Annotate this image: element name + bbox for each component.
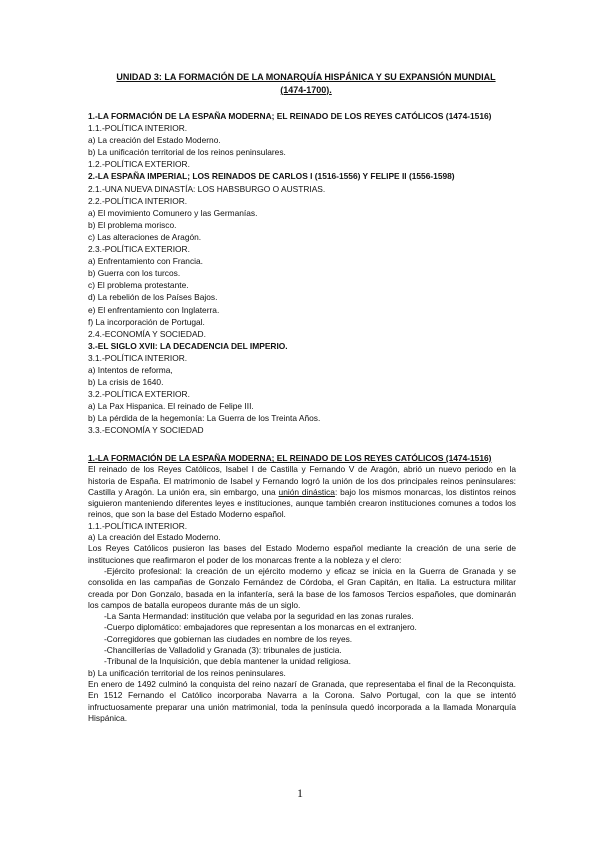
toc-item: 1.-LA FORMACIÓN DE LA ESPAÑA MODERNA; EL REINADO DE LOS REYES CATÓLICOS (1474-1516) <box>88 111 492 121</box>
toc-item: 3.2.-POLÍTICA EXTERIOR. <box>88 389 190 400</box>
toc-item: b) La pérdida de la hegemonía: La Guerra de los Treinta Años. <box>88 413 321 424</box>
list-item: -Chancillerías de Valladolid y Granada (3): tribunales de justicia. <box>104 645 342 656</box>
subsection-heading: 1.1.-POLÍTICA INTERIOR. <box>88 520 188 531</box>
toc-item: a) El movimiento Comunero y las Germanías. <box>88 207 258 218</box>
toc-item: c) El problema protestante. <box>88 280 189 291</box>
toc-item: b) El problema morisco. <box>88 219 177 230</box>
document-title <box>100 71 512 96</box>
toc-item: a) Intentos de reforma, <box>88 364 173 375</box>
toc-item: 2.2.-POLÍTICA INTERIOR. <box>88 195 188 206</box>
toc-item: a) La Pax Hispanica. El reinado de Felipe III. <box>88 401 254 412</box>
toc-item: 1.1.-POLÍTICA INTERIOR. <box>88 123 188 134</box>
toc-item: d) La rebelión de los Países Bajos. <box>88 292 218 303</box>
toc-item: 2.1.-UNA NUEVA DINASTÍA: LOS HABSBURGO O AUSTRIAS. <box>88 183 326 194</box>
toc-item: b) La unificación territorial de los reinos peninsulares. <box>88 147 286 158</box>
toc-item: 2.3.-POLÍTICA EXTERIOR. <box>88 244 190 255</box>
list-item: -Corregidores que gobiernan las ciudades en nombre de los reyes. <box>104 633 353 644</box>
toc-item: 2.4.-ECONOMÍA Y SOCIEDAD. <box>88 328 206 339</box>
toc-item: 3.-EL SIGLO XVII: LA DECADENCIA DEL IMPERIO. <box>88 340 288 351</box>
toc-item: 3.3.-ECONOMÍA Y SOCIEDAD <box>88 425 204 436</box>
toc-item: a) Enfrentamiento con Francia. <box>88 256 203 267</box>
subsection-a-heading: a) La creación del Estado Moderno. <box>88 532 221 543</box>
toc-item: a) La creación del Estado Moderno. <box>88 135 221 146</box>
intro-text-end: : bajo los mismos monarcas, los distintos reinos siguieron manteniendo diferentes leyes e instituciones, aunque también crearon instituciones comunes a todos los reinos, que son la base del Estado Moderno español. <box>88 486 516 520</box>
toc-item: 3.1.-POLÍTICA INTERIOR. <box>88 352 188 363</box>
title-line-2: (1474-1700). <box>280 84 332 95</box>
list-item: -Cuerpo diplomático: embajadores que representan a los monarcas en el extranjero. <box>104 622 417 633</box>
intro-paragraph <box>88 464 516 520</box>
toc-item: b) La crisis de 1640. <box>88 377 164 388</box>
intro-text-start: El reinado de los Reyes Católicos, Isabel I de Castilla y Fernando V de Aragón, abrió un nuevo periodo en la historia de España. El matrimonio de Isabel y Fernando logró la unión de los dos principales reinos peninsulares: Castilla y Aragón. La unión era, sin embargo, una <box>88 464 516 497</box>
toc-item: f) La incorporación de Portugal. <box>88 316 205 327</box>
toc-item: b) Guerra con los turcos. <box>88 268 181 279</box>
paragraph-a: Los Reyes Católicos pusieron las bases del Estado Moderno español mediante la creación de una serie de instituciones que reafirmaron el poder de los monarcas frente a la nobleza y el clero: <box>88 543 516 565</box>
paragraph-b: En enero de 1492 culminó la conquista del reino nazarí de Granada, que representaba el final de la Reconquista. En 1512 Fernando el Católico incorporaba Navarra a la Corona. Salvo Portugal, con la que se intentó infructuosamente preparar una unión matrimonial, toda la península quedó incorporada a la llamada Monarquía Hispánica. <box>88 678 516 723</box>
section-heading: 1.-LA FORMACIÓN DE LA ESPAÑA MODERNA; EL REINADO DE LOS REYES CATÓLICOS (1474-1516) <box>88 453 492 463</box>
list-item: -Tribunal de la Inquisición, que debía mantener la unidad religiosa. <box>104 656 351 667</box>
toc-item: e) El enfrentamiento con Inglaterra. <box>88 304 220 315</box>
section-1 <box>88 453 516 724</box>
title-line-1: UNIDAD 3: LA FORMACIÓN DE LA MONARQUÍA HISPÁNICA Y SU EXPANSIÓN MUNDIAL <box>116 72 496 82</box>
toc-item: c) Las alteraciones de Aragón. <box>88 231 202 242</box>
table-of-contents <box>88 110 528 437</box>
subsection-b-heading: b) La unificación territorial de los reinos peninsulares. <box>88 667 286 678</box>
intro-underlined-term: unión dinástica <box>278 486 335 497</box>
toc-item: 2.-LA ESPAÑA IMPERIAL; LOS REINADOS DE CARLOS I (1516-1556) Y FELIPE II (1556-1598) <box>88 171 455 182</box>
toc-item: 1.2.-POLÍTICA EXTERIOR. <box>88 159 190 170</box>
page-number: 1 <box>297 786 303 800</box>
ejercito-paragraph: -Ejército profesional: la creación de un ejército moderno y eficaz se inicia en la Guerra de Granada y se consolida en las campañas de Gonzalo Fernández de Córdoba, el Gran Capitán, en Italia. La estructura militar creada por Don Gonzalo, basada en la infantería, será la base de los famosos Tercios españoles, que dominarán los campos de batalla europeos durante más de un siglo. <box>88 565 516 610</box>
list-item: -La Santa Hermandad: institución que velaba por la seguridad en las zonas rurales. <box>104 611 414 622</box>
